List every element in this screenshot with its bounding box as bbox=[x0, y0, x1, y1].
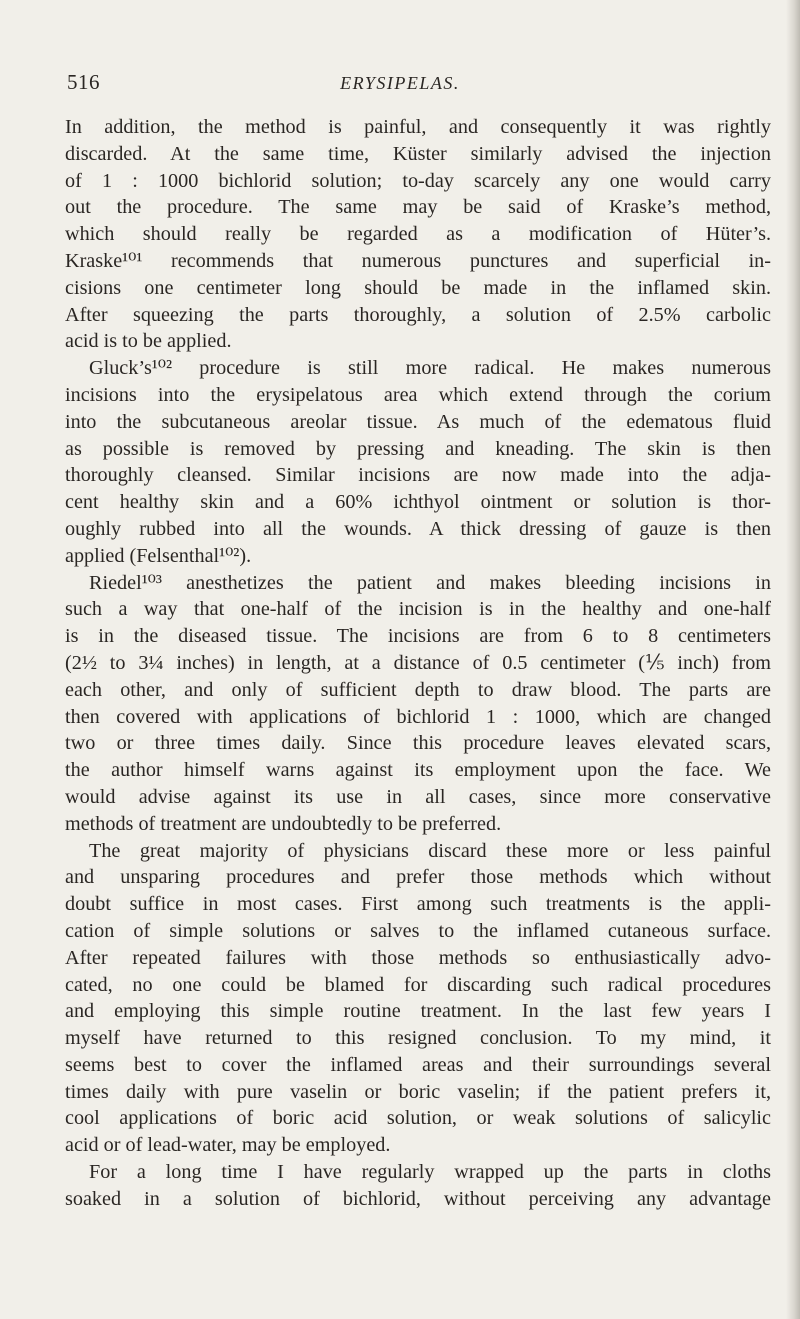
text-line: acid is to be applied. bbox=[65, 330, 232, 353]
text-line: The great majority of physicians discard these more or less painful bbox=[89, 839, 771, 862]
text-line: Kraske¹⁰¹ recommends that numerous punctures and superficial in- bbox=[65, 249, 771, 272]
text-line: and employing this simple routine treatment. In the last few years I bbox=[65, 1000, 771, 1023]
page-number: 516 bbox=[67, 70, 100, 94]
text-line: each other, and only of sufficient depth to draw blood. The parts are bbox=[65, 678, 771, 701]
text-line: is in the diseased tissue. The incisions are from 6 to 8 centimeters bbox=[65, 625, 771, 648]
text-line: myself have returned to this resigned conclusion. To my mind, it bbox=[65, 1027, 771, 1050]
text-line: cool applications of boric acid solution, or weak solutions of salicylic bbox=[65, 1107, 771, 1130]
text-line: thoroughly cleansed. Similar incisions are now made into the adja- bbox=[65, 464, 771, 487]
text-line: Riedel¹⁰³ anesthetizes the patient and makes bleeding incisions in bbox=[89, 571, 771, 594]
text-line: of 1 : 1000 bichlorid solution; to-day scarcely any one would carry bbox=[65, 169, 771, 192]
text-line: which should really be regarded as a modification of Hüter’s. bbox=[65, 223, 771, 246]
text-line: For a long time I have regularly wrapped up the parts in cloths bbox=[89, 1161, 771, 1184]
text-line: such a way that one-half of the incision is in the healthy and one-half bbox=[65, 598, 771, 621]
text-line: doubt suffice in most cases. First among such treatments is the appli- bbox=[65, 893, 771, 916]
text-line: two or three times daily. Since this procedure leaves elevated scars, bbox=[65, 732, 771, 755]
text-line: cated, no one could be blamed for discarding such radical procedures bbox=[65, 973, 771, 996]
text-line: and unsparing procedures and prefer those methods which without bbox=[65, 866, 771, 889]
text-line: into the subcutaneous areolar tissue. As much of the edematous fluid bbox=[65, 410, 771, 433]
text-line: the author himself warns against its employment upon the face. We bbox=[65, 759, 771, 782]
text-line: out the procedure. The same may be said of Kraske’s method, bbox=[65, 196, 771, 219]
text-line: applied (Felsenthal¹⁰²). bbox=[65, 544, 252, 567]
text-line: as possible is removed by pressing and kneading. The skin is then bbox=[65, 437, 771, 460]
text-line: Gluck’s¹⁰² procedure is still more radical. He makes numerous bbox=[89, 357, 771, 380]
page-edge-shadow bbox=[786, 0, 800, 1319]
text-line: times daily with pure vaselin or boric vaselin; if the patient prefers it, bbox=[65, 1080, 771, 1103]
body-text bbox=[65, 114, 771, 1213]
text-line: acid or of lead-water, may be employed. bbox=[65, 1134, 391, 1157]
text-line: methods of treatment are undoubtedly to be preferred. bbox=[65, 812, 502, 835]
text-line: cation of simple solutions or salves to the inflamed cutaneous surface. bbox=[65, 919, 771, 942]
text-line: soaked in a solution of bichlorid, without perceiving any advantage bbox=[65, 1187, 771, 1210]
text-line: oughly rubbed into all the wounds. A thick dressing of gauze is then bbox=[65, 517, 771, 540]
text-line: discarded. At the same time, Küster similarly advised the injection bbox=[65, 142, 771, 165]
running-head: ERYSIPELAS. bbox=[340, 73, 460, 93]
text-line: cent healthy skin and a 60% ichthyol ointment or solution is thor- bbox=[65, 491, 771, 514]
text-line: would advise against its use in all cases, since more conservative bbox=[65, 785, 771, 808]
text-line: then covered with applications of bichlorid 1 : 1000, which are changed bbox=[65, 705, 771, 728]
text-line: incisions into the erysipelatous area which extend through the corium bbox=[65, 383, 771, 406]
text-line: cisions one centimeter long should be made in the inflamed skin. bbox=[65, 276, 771, 299]
text-line: In addition, the method is painful, and consequently it was rightly bbox=[65, 116, 771, 138]
text-line: After repeated failures with those methods so enthusiastically advo- bbox=[65, 946, 771, 969]
text-line: After squeezing the parts thoroughly, a solution of 2.5% carbolic bbox=[65, 303, 771, 326]
text-line: seems best to cover the inflamed areas and their surroundings several bbox=[65, 1053, 771, 1076]
text-line: (2½ to 3¼ inches) in length, at a distance of 0.5 centimeter (⅕ inch) from bbox=[65, 651, 771, 674]
